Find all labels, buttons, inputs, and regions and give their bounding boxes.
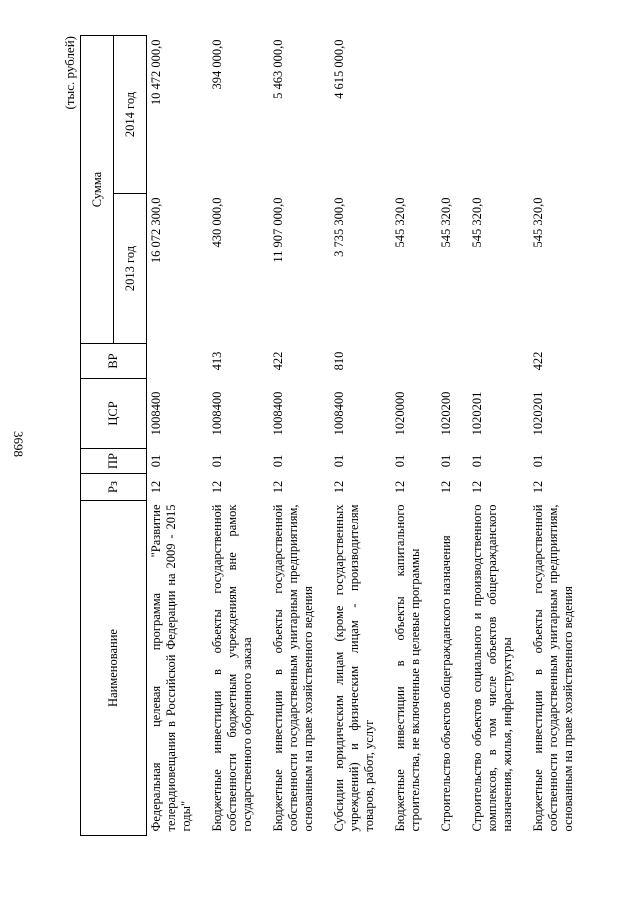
cell-csr: 1020200 <box>439 391 453 436</box>
table-row <box>468 36 529 836</box>
cell-name: Бюджетные инвестиции в объекты государственной собственности государственным унитарным предприятиям, основанным на праве хозяйственного ведения <box>531 504 575 832</box>
cell-pr: 01 <box>332 454 346 468</box>
table-row <box>437 36 468 836</box>
cell-y2014 <box>391 36 437 194</box>
cell-y2014: 4 615 000,0 <box>332 39 346 99</box>
table-row <box>330 36 391 836</box>
cell-csr: 1008400 <box>332 391 346 436</box>
cell-csr: 1020000 <box>393 391 407 436</box>
header-pr: ПР <box>81 449 147 474</box>
table-body <box>147 36 579 836</box>
cell-y2014 <box>529 36 578 194</box>
cell-y2014: 10 472 000,0 <box>149 39 163 106</box>
cell-vr <box>391 344 437 379</box>
cell-pr: 01 <box>271 454 285 468</box>
cell-y2014: 5 463 000,0 <box>271 39 285 99</box>
header-name: Наименование <box>81 501 147 836</box>
cell-name: Субсидии юридическим лицам (кроме государственных учреждений) и физическим лицам - производителям товаров, работ, услуг <box>332 504 376 832</box>
cell-name: Бюджетные инвестиции в объекты государственной собственности государственным унитарным предприятиям, основанным на праве хозяйственного ведения <box>271 504 315 832</box>
cell-pr: 01 <box>439 454 453 468</box>
cell-y2013: 545 320,0 <box>439 197 453 248</box>
cell-pr: 01 <box>393 454 407 468</box>
cell-vr <box>147 344 209 379</box>
cell-y2013: 545 320,0 <box>393 197 407 248</box>
cell-rz: 12 <box>531 480 545 494</box>
header-sum: Сумма <box>81 36 114 344</box>
cell-vr: 413 <box>210 351 224 371</box>
table-row <box>147 36 209 836</box>
cell-y2013: 545 320,0 <box>470 197 484 248</box>
cell-csr: 1020201 <box>531 391 545 436</box>
cell-pr: 01 <box>149 454 163 468</box>
cell-rz: 12 <box>149 480 163 494</box>
cell-csr: 1008400 <box>271 391 285 436</box>
table-row <box>391 36 437 836</box>
cell-vr: 422 <box>271 351 285 371</box>
cell-name: Бюджетные инвестиции в объекты капитального строительства, не включенные в целевые программы <box>393 504 422 832</box>
cell-name: Строительство объектов социального и производственного комплексов, в том числе объектов общегражданского назначения, жилья, инфраструктуры <box>470 504 514 832</box>
cell-y2014 <box>437 36 468 194</box>
cell-pr: 01 <box>470 454 484 468</box>
cell-csr: 1020201 <box>470 391 484 436</box>
cell-name: Строительство объектов общегражданского назначения <box>439 535 453 832</box>
table-row <box>208 36 269 836</box>
cell-name: Федеральная целевая программа "Развитие телерадиовещания в Российской Федерации на 2009 - 2015 годы" <box>149 504 193 832</box>
header-rz: Рз <box>81 474 147 501</box>
cell-rz: 12 <box>470 480 484 494</box>
cell-vr: 422 <box>531 351 545 371</box>
budget-table <box>80 35 578 836</box>
cell-vr <box>437 344 468 379</box>
cell-pr: 01 <box>210 454 224 468</box>
table-row <box>529 36 578 836</box>
header-csr: ЦСР <box>81 379 147 449</box>
header-year-2013: 2013 год <box>114 194 147 344</box>
table-row <box>269 36 330 836</box>
header-vr: ВР <box>81 344 147 379</box>
cell-rz: 12 <box>332 480 346 494</box>
page-number: 3698 <box>11 431 26 457</box>
cell-y2013: 11 907 000,0 <box>271 197 285 263</box>
table-header <box>81 36 147 836</box>
cell-vr: 810 <box>332 351 346 371</box>
cell-y2014 <box>468 36 529 194</box>
cell-rz: 12 <box>393 480 407 494</box>
cell-rz: 12 <box>210 480 224 494</box>
cell-csr: 1008400 <box>149 391 163 436</box>
cell-rz: 12 <box>439 480 453 494</box>
units-label: (тыс. рублей) <box>62 36 77 110</box>
cell-name: Бюджетные инвестиции в объекты государственной собственности бюджетным учреждениям вне рамок государственного оборонного заказа <box>210 504 254 832</box>
cell-y2013: 430 000,0 <box>210 197 224 248</box>
cell-y2013: 545 320,0 <box>531 197 545 248</box>
cell-rz: 12 <box>271 480 285 494</box>
cell-y2014: 394 000,0 <box>210 39 224 90</box>
cell-y2013: 16 072 300,0 <box>149 197 163 264</box>
cell-csr: 1008400 <box>210 391 224 436</box>
cell-vr <box>468 344 529 379</box>
rotated-page <box>62 36 610 836</box>
cell-pr: 01 <box>531 454 545 468</box>
header-year-2014: 2014 год <box>114 36 147 194</box>
cell-y2013: 3 735 300,0 <box>332 197 346 257</box>
